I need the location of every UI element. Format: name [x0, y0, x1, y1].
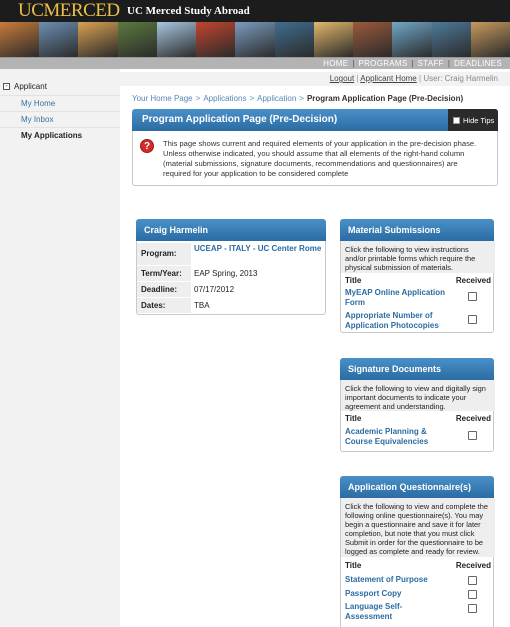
collapse-icon[interactable]: - — [3, 83, 10, 90]
breadcrumb-separator: > — [195, 94, 201, 103]
sidebar-header — [0, 80, 120, 92]
profile-row-deadline — [137, 282, 325, 297]
signature-documents-header: Signature Documents — [340, 358, 494, 380]
title-column-header: Title — [345, 414, 362, 423]
breadcrumb-applications[interactable]: Applications — [203, 94, 247, 103]
material-submissions-header: Material Submissions — [340, 219, 494, 241]
term-value: EAP Spring, 2013 — [194, 269, 258, 278]
sidebar-item-my-inbox[interactable]: My Inbox — [0, 111, 120, 126]
received-column-header: Received — [455, 276, 491, 285]
page-title: Program Application Page (Pre-Decision) — [142, 114, 338, 125]
logout-link[interactable]: Logout — [329, 74, 355, 83]
banner-photo — [471, 22, 510, 57]
material-submissions-box — [340, 241, 494, 333]
received-checkbox[interactable] — [468, 315, 477, 324]
deadline-label: Deadline: — [137, 282, 191, 297]
profile-row-dates — [137, 298, 325, 313]
material-description: Click the following to view instructions and/or printable forms which require the physical submission of materials. — [341, 241, 495, 273]
info-box — [132, 131, 498, 186]
banner-photo — [39, 22, 78, 57]
questionnaire-row — [341, 588, 495, 601]
userbar-separator: | — [419, 74, 424, 83]
breadcrumb-separator: > — [299, 94, 304, 103]
program-link[interactable]: UCEAP - ITALY - UC Center Rome — [194, 244, 322, 253]
myeap-online-application-link[interactable]: MyEAP Online Application Form — [345, 288, 446, 307]
title-column-header: Title — [345, 276, 362, 285]
sidebar-title: Applicant — [14, 81, 47, 91]
banner-photo — [78, 22, 117, 57]
signature-table-header — [341, 413, 495, 424]
banner-photo — [0, 22, 39, 57]
signature-row — [341, 426, 495, 448]
sidebar — [0, 69, 120, 627]
breadcrumb-separator: > — [249, 94, 255, 103]
banner-photo — [157, 22, 196, 57]
top-bar — [0, 0, 510, 22]
profile-row-term — [137, 266, 325, 281]
nav-staff[interactable]: STAFF — [417, 59, 444, 68]
banner-photo — [392, 22, 431, 57]
questionnaire-row — [341, 574, 495, 587]
term-label: Term/Year: — [137, 266, 191, 281]
material-row — [341, 311, 495, 331]
userbar-separator: | — [356, 74, 361, 83]
hide-tips-checkbox[interactable] — [453, 117, 460, 124]
received-checkbox[interactable] — [468, 590, 477, 599]
questionnaire-table-header — [341, 560, 495, 571]
breadcrumb — [132, 94, 463, 103]
uc-merced-logo[interactable]: UCMERCED — [18, 0, 120, 21]
banner-photo — [432, 22, 471, 57]
dates-value: TBA — [194, 301, 210, 310]
profile-card-header: Craig Harmelin — [136, 219, 326, 241]
language-self-assessment-link[interactable]: Language Self-Assessment — [345, 602, 403, 621]
questionnaire-row — [341, 602, 495, 622]
received-column-header: Received — [455, 414, 491, 423]
title-column-header: Title — [345, 561, 362, 570]
hide-tips-label: Hide Tips — [463, 115, 495, 125]
program-label: Program: — [137, 243, 191, 265]
banner-photo — [235, 22, 274, 57]
nav-programs[interactable]: PROGRAMS — [358, 59, 408, 68]
current-user: User: Craig Harmelin — [423, 74, 498, 83]
questionnaires-header: Application Questionnaire(s) — [340, 476, 494, 498]
main-nav — [0, 57, 510, 69]
received-column-header: Received — [455, 561, 491, 570]
banner-photo — [275, 22, 314, 57]
info-text: This page shows current and required elements of your application in the pre-decision phase. Unless otherwise indicated, you should assume that all elements of the right-hand column (material submissions, signature documents, recommendations and questionnaires) are required for your application to be considered complete — [163, 139, 477, 178]
dates-label: Dates: — [137, 298, 191, 313]
photo-banner — [0, 22, 510, 57]
application-photocopies-link[interactable]: Appropriate Number of Application Photocopies — [345, 311, 439, 330]
nav-deadlines[interactable]: DEADLINES — [453, 59, 502, 68]
material-row — [341, 288, 495, 308]
nav-separator: | — [352, 59, 355, 68]
questionnaire-description: Click the following to view and complete the following online questionnaire(s). You may begin a questionnaire and save it for later completion, but note that you must click Submit in order for the questionnaire to be logged as complete and ready for review. — [341, 498, 495, 557]
nav-separator: | — [411, 59, 414, 68]
sidebar-item-my-home[interactable]: My Home — [0, 95, 120, 110]
breadcrumb-application[interactable]: Application — [257, 94, 297, 103]
signature-documents-box — [340, 380, 494, 452]
page-title-bar — [132, 109, 498, 131]
hide-tips-toggle[interactable] — [448, 109, 498, 131]
nav-home[interactable]: HOME — [323, 59, 349, 68]
received-checkbox[interactable] — [468, 292, 477, 301]
applicant-home-link[interactable]: Applicant Home — [360, 74, 417, 83]
banner-photo — [118, 22, 157, 57]
material-table-header — [341, 275, 495, 286]
banner-photo — [314, 22, 353, 57]
breadcrumb-current: Program Application Page (Pre-Decision) — [306, 94, 464, 103]
received-checkbox[interactable] — [468, 431, 477, 440]
banner-photo — [353, 22, 392, 57]
profile-card — [136, 241, 326, 315]
received-checkbox[interactable] — [468, 604, 477, 613]
help-icon: ? — [140, 139, 154, 153]
signature-description: Click the following to view and digitally sign important documents to indicate your agreement and understanding. — [341, 380, 495, 411]
academic-planning-link[interactable]: Academic Planning & Course Equivalencies — [345, 427, 429, 446]
profile-row-program — [137, 243, 325, 265]
sidebar-item-my-applications[interactable]: My Applications — [0, 127, 120, 142]
received-checkbox[interactable] — [468, 576, 477, 585]
user-bar — [120, 72, 510, 86]
passport-copy-link[interactable]: Passport Copy — [345, 589, 402, 598]
deadline-value: 07/17/2012 — [194, 285, 235, 294]
banner-photo — [196, 22, 235, 57]
site-title: UC Merced Study Abroad — [127, 5, 250, 17]
questionnaires-box — [340, 498, 494, 627]
breadcrumb-home[interactable]: Your Home Page — [132, 94, 193, 103]
nav-separator: | — [447, 59, 450, 68]
statement-of-purpose-link[interactable]: Statement of Purpose — [345, 575, 428, 584]
